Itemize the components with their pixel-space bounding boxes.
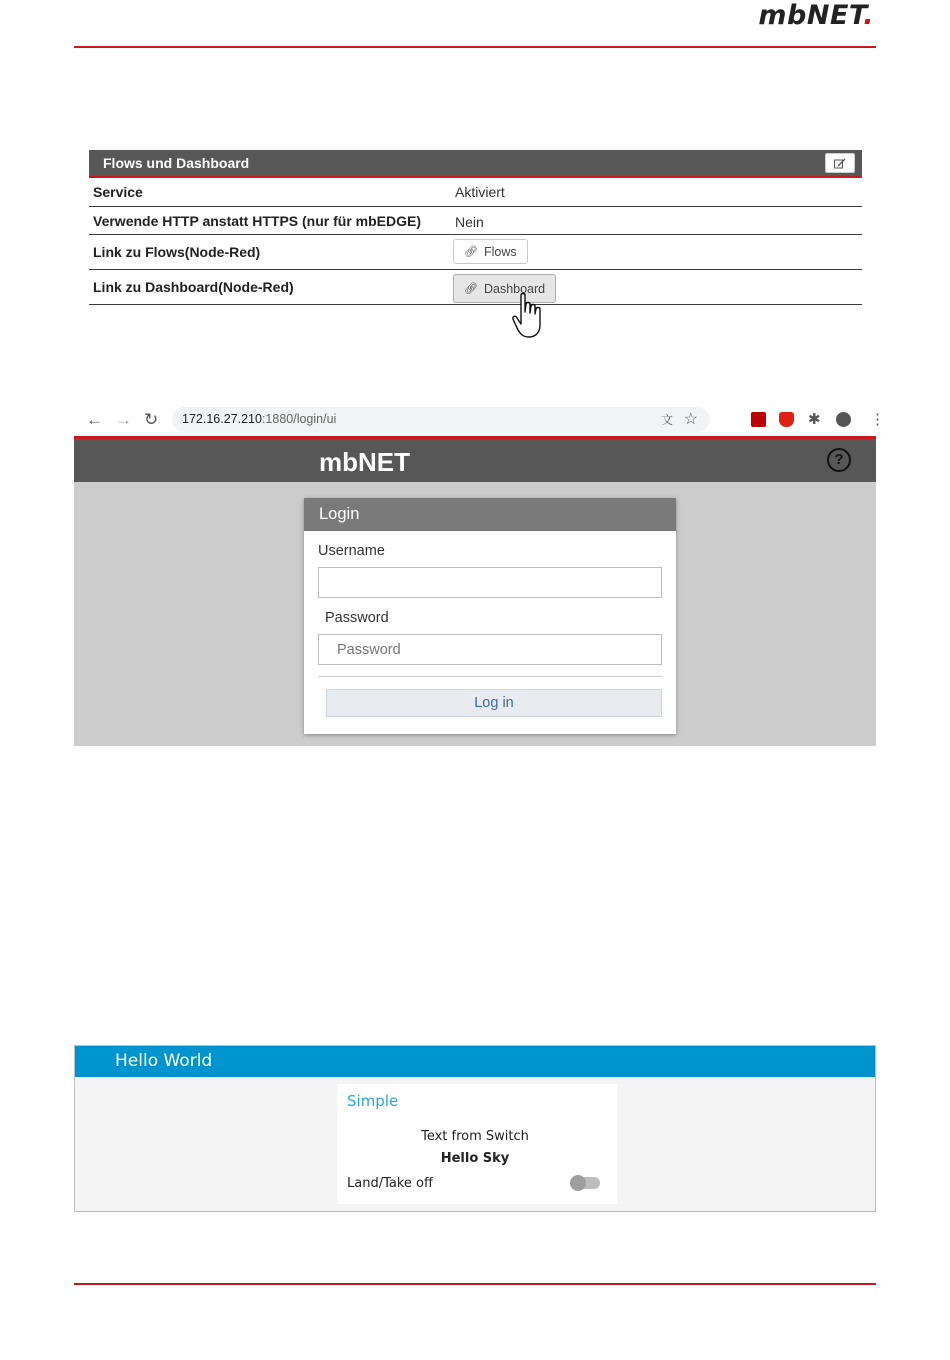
table-row (89, 178, 862, 207)
browser-toolbar (74, 404, 885, 436)
back-arrow-icon[interactable]: ← (86, 410, 103, 429)
panel-header (89, 150, 862, 178)
header-divider (74, 46, 876, 48)
row-label-service: Service (93, 184, 143, 200)
text-value: Hello Sky (440, 1151, 510, 1166)
row-label-flows: Link zu Flows(Node-Red) (93, 244, 261, 260)
footer-divider (74, 1283, 876, 1285)
star-icon[interactable]: ☆ (683, 411, 698, 428)
app-title: mbNET (319, 447, 410, 477)
dashboard-page (74, 1045, 876, 1212)
login-button[interactable]: Log in (326, 689, 662, 717)
forward-arrow-icon[interactable]: → (115, 410, 132, 429)
edit-icon (834, 158, 846, 169)
flows-button[interactable]: 🔗︎ Flows (453, 239, 528, 264)
node-red-login-page (74, 436, 876, 746)
flows-dashboard-panel (89, 150, 862, 305)
menu-dots-icon[interactable]: ⋮ (870, 411, 885, 428)
switch-knob (570, 1175, 586, 1191)
login-dialog (304, 498, 676, 734)
table-row (89, 270, 862, 305)
dashboard-tab-title: Hello World (75, 1046, 875, 1077)
username-label: Username (318, 543, 385, 559)
shield-extension-icon[interactable] (779, 412, 794, 427)
help-icon[interactable]: ? (827, 448, 851, 472)
username-input[interactable] (318, 567, 662, 598)
divider (318, 676, 662, 677)
dashboard-group (337, 1084, 617, 1204)
group-title: Simple (347, 1092, 399, 1110)
row-value-service: Aktiviert (455, 184, 505, 200)
link-icon: 🔗︎ (464, 246, 478, 258)
url-text: 172.16.27.210:1880/login/ui (182, 412, 337, 426)
text-label: Text from Switch (421, 1129, 529, 1144)
row-label-http: Verwende HTTP anstatt HTTPS (nur für mbEDGE) (93, 213, 422, 229)
password-label: Password (325, 610, 389, 626)
login-title: Login (304, 498, 676, 531)
reload-icon[interactable]: ↻ (144, 410, 159, 429)
puzzle-icon[interactable]: ✱ (808, 411, 821, 428)
hand-cursor-icon (512, 292, 546, 340)
land-takeoff-switch[interactable] (572, 1177, 600, 1189)
translate-icon[interactable]: 文 (660, 413, 673, 427)
edit-button[interactable] (825, 153, 855, 173)
table-row (89, 235, 862, 270)
pdf-extension-icon[interactable] (751, 412, 766, 427)
panel-title: Flows und Dashboard (103, 155, 250, 171)
dashboard-button[interactable]: 🔗︎ Dashboard (453, 274, 556, 303)
profile-icon[interactable] (836, 412, 851, 427)
password-input[interactable] (318, 634, 662, 665)
mbnet-logo: mbNET. (758, 0, 874, 31)
table-row (89, 207, 862, 235)
link-icon: 🔗︎ (464, 283, 478, 295)
switch-label: Land/Take off (347, 1176, 433, 1191)
app-bar (74, 436, 876, 482)
row-label-dashboard: Link zu Dashboard(Node-Red) (93, 279, 294, 295)
row-value-http: Nein (455, 214, 484, 230)
address-bar[interactable] (172, 407, 710, 432)
